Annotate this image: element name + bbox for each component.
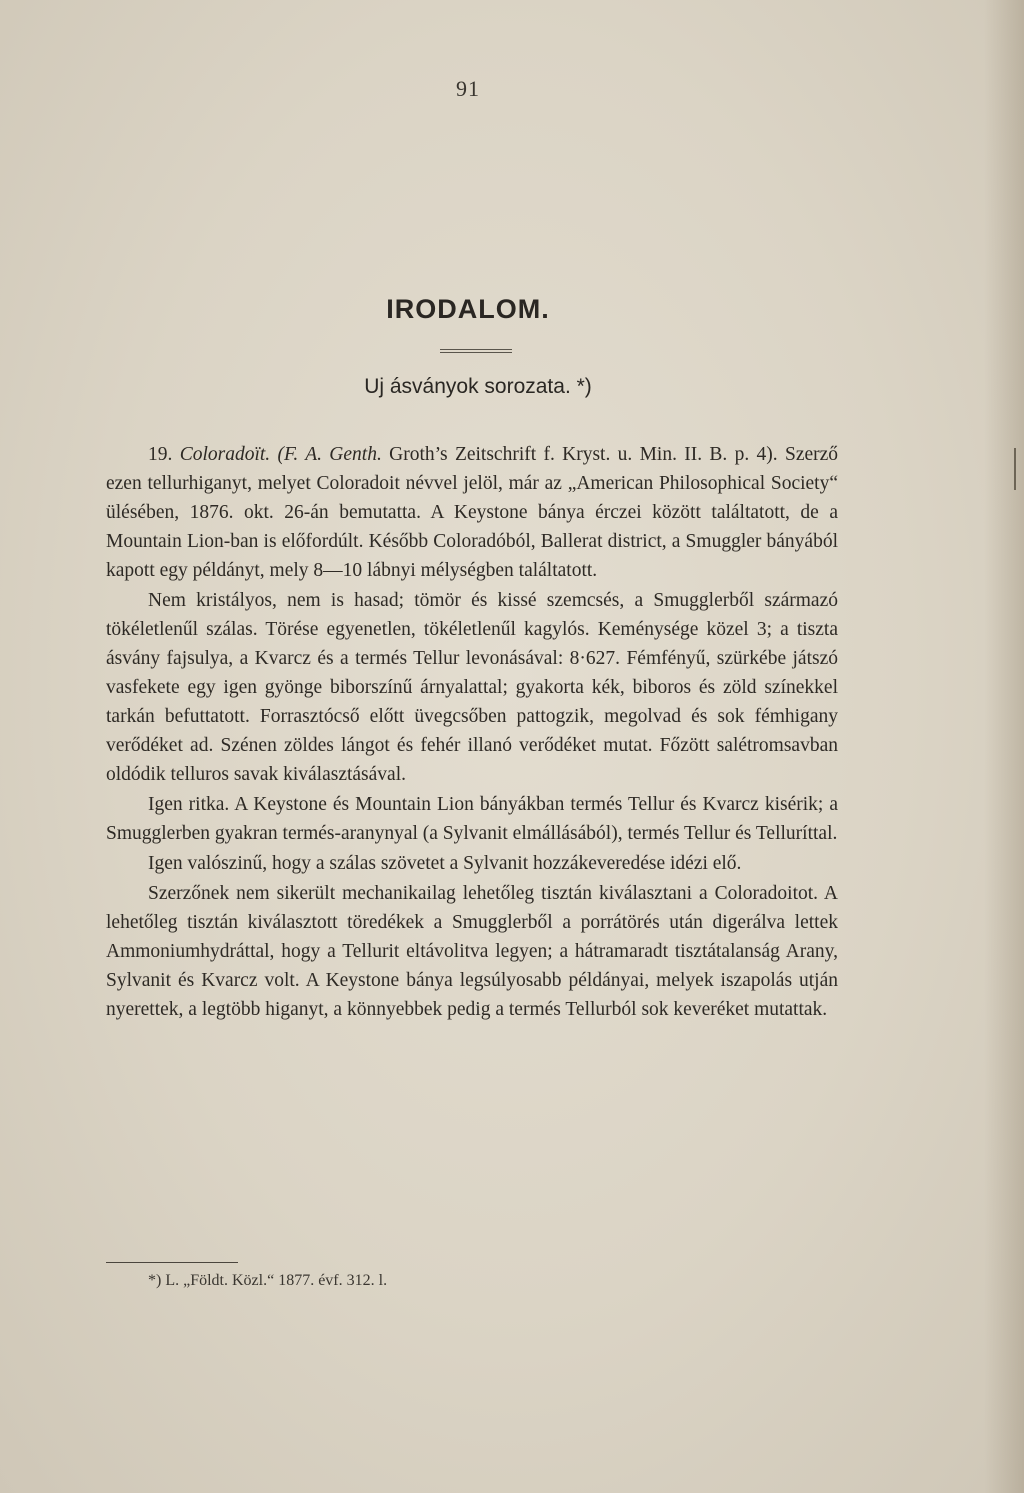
- article-subtitle: Uj ásványok sorozata. *): [364, 375, 592, 398]
- article-body: [106, 440, 838, 1025]
- margin-mark: [1014, 448, 1016, 490]
- page-number: 91: [456, 76, 480, 101]
- body-paragraph: Igen ritka. A Keystone és Mountain Lion bányákban termés Tellur és Kvarcz kisérik; a Smugglerben gyakran termés-aranynyal (a Sylvanit elmállásából), termés Tellur és Telluríttal.: [106, 794, 838, 844]
- article-citation: Groth’s Zeitschrift f. Kryst. u. Min. II. B. p. 4).: [389, 444, 778, 465]
- article-author: (F. A. Genth.: [277, 444, 382, 465]
- footnote-rule: [106, 1262, 238, 1263]
- article-intro-text: Szerző ezen tellurhiganyt, melyet Coloradoit névvel jelöl, már az „American Philosophical Society“ ülésében, 1876. okt. 26-án bemutatta. A Keystone bánya érczei között találtatott, de a Mountain Lion-ban is előfordúlt. Később Coloradóból, Ballerat district, a Smuggler bányából kapott egy példányt, mely 8—10 lábnyi mélységben találtatott.: [106, 444, 839, 581]
- footnote: *) L. „Földt. Közl.“ 1877. évf. 312. l.: [148, 1272, 388, 1289]
- body-paragraph: Nem kristályos, nem is hasad; tömör és kissé szemcsés, a Smugglerből származó tökéletlenűl szálas. Törése egyenetlen, tökéletlenűl kagylós. Keménysége közel 3; a tiszta ásvány fajsulya, a Kvarcz és a termés Tellur levonásával: 8·627. Fémfényű, szürkébe játszó vasfekete egy igen gyönge biborszínű árnyalattal; gyakorta kék, biboros és zöld színekkel tarkán befuttatott. Forrasztócső előtt üvegcsőben pattogzik, megolvad és sok fémhigany verődéket ad. Szénen zöldes lángot és fehér illanó verődéket mutat. Főzött salétromsavban oldódik telluros savak kiválasztásával.: [106, 590, 838, 785]
- title-ornament-divider: [440, 349, 512, 353]
- article-number: 19.: [148, 444, 173, 465]
- body-paragraph: Szerzőnek nem sikerült mechanikailag lehetőleg tisztán kiválasztani a Coloradoitot. A lehetőleg tisztán kiválasztott töredékek a Smugglerből a porrátörés után digerálva lettek Ammoniumhydráttal, hogy a Tellurit eltávolitva legyen; a hátramaradt tisztátalanság Arany, Sylvanit és Kvarcz volt. A Keystone bánya legsúlyosabb példányai, melyek iszapolás utján nyerettek, a legtöbb higanyt, a könnyebbek pedig a termés Tellurból sok keveréket mutattak.: [106, 883, 838, 1020]
- section-title: IRODALOM.: [386, 294, 550, 324]
- article-intro-paragraph: [106, 440, 838, 585]
- mineral-name: Coloradoït.: [179, 444, 271, 465]
- body-paragraph: Igen valószinű, hogy a szálas szövetet a Sylvanit hozzákeveredése idézi elő.: [148, 853, 742, 874]
